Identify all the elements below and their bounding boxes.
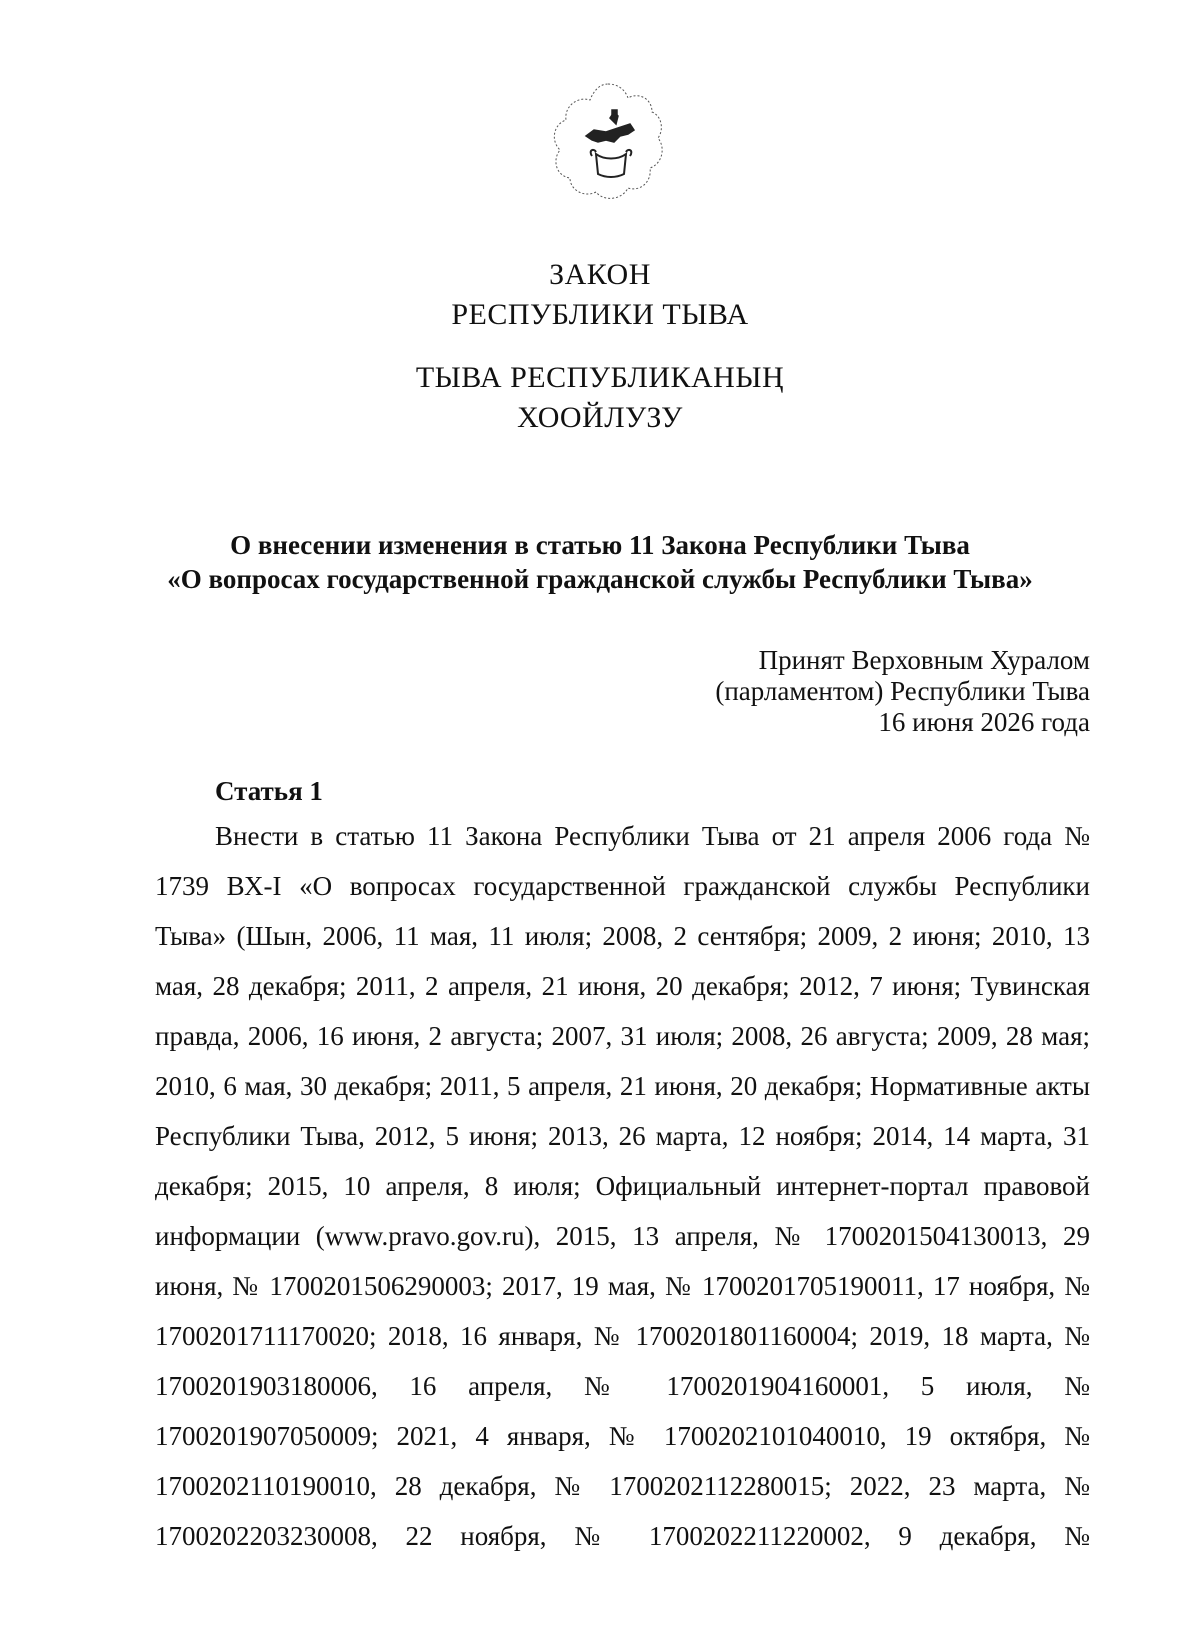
article-body-line: декабря; 2015, 10 апреля, 8 июля; Официальный интернет-портал правовой	[155, 1171, 1090, 1201]
law-title-line: РЕСПУБЛИКИ ТЫВА	[451, 298, 749, 331]
article-body-line: правда, 2006, 16 июня, 2 августа; 2007, 31 июля; 2008, 26 августа; 2009, 28 мая;	[155, 1021, 1090, 1051]
article-body-line: июня, № 1700201506290003; 2017, 19 мая, № 1700201705190011, 17 ноября, №	[155, 1271, 1090, 1301]
adoption-date: 16 июня 2026 года	[878, 707, 1090, 737]
law-title-line: ХООЙЛУЗУ	[517, 401, 683, 434]
article-body-line: Внести в статью 11 Закона Республики Тыва от 21 апреля 2006 года №	[215, 821, 1090, 851]
document-heading-line: О внесении изменения в статью 11 Закона Республики Тыва	[230, 530, 970, 560]
law-title-tuvan	[0, 358, 1200, 438]
article-title: Статья 1	[215, 776, 323, 806]
article-body-line: 1739 ВХ-I «О вопросах государственной гражданской службы Республики	[155, 871, 1090, 901]
document-heading-line: «О вопросах государственной гражданской службы Республики Тыва»	[167, 564, 1033, 594]
article-body-line: 1700201711170020; 2018, 16 января, № 1700201801160004; 2019, 18 марта, №	[155, 1321, 1090, 1351]
adoption-line: (парламентом) Республики Тыва	[715, 676, 1090, 706]
law-title-line: ЗАКОН	[549, 258, 651, 291]
adoption-line: Принят Верховным Хуралом	[758, 645, 1090, 675]
article-body-line: мая, 28 декабря; 2011, 2 апреля, 21 июня, 20 декабря; 2012, 7 июня; Тувинская	[155, 971, 1090, 1001]
law-title-russian	[0, 255, 1200, 335]
document-heading	[0, 528, 1200, 596]
article-body-line: информации (www.pravo.gov.ru), 2015, 13 апреля, № 1700201504130013, 29	[155, 1221, 1090, 1251]
coat-of-arms-icon	[548, 78, 668, 206]
article-body-line: 1700202110190010, 28 декабря, № 1700202112280015; 2022, 23 марта, №	[155, 1471, 1090, 1501]
law-title-line: ТЫВА РЕСПУБЛИКАНЫҢ	[415, 361, 785, 394]
article-body-line: 1700201903180006, 16 апреля, № 1700201904160001, 5 июля, №	[155, 1371, 1090, 1401]
article-body	[155, 811, 1090, 1561]
article-body-line: 1700202203230008, 22 ноября, № 1700202211220002, 9 декабря, №	[155, 1521, 1090, 1551]
article-body-line: 1700201907050009; 2021, 4 января, № 1700202101040010, 19 октября, №	[155, 1421, 1090, 1451]
article-body-line: Республики Тыва, 2012, 5 июня; 2013, 26 марта, 12 ноября; 2014, 14 марта, 31	[155, 1121, 1090, 1151]
article-body-line: Тыва» (Шын, 2006, 11 мая, 11 июля; 2008, 2 сентября; 2009, 2 июня; 2010, 13	[155, 921, 1090, 951]
article-body-line: 2010, 6 мая, 30 декабря; 2011, 5 апреля, 21 июня, 20 декабря; Нормативные акты	[155, 1071, 1090, 1101]
adoption-statement	[715, 645, 1090, 738]
